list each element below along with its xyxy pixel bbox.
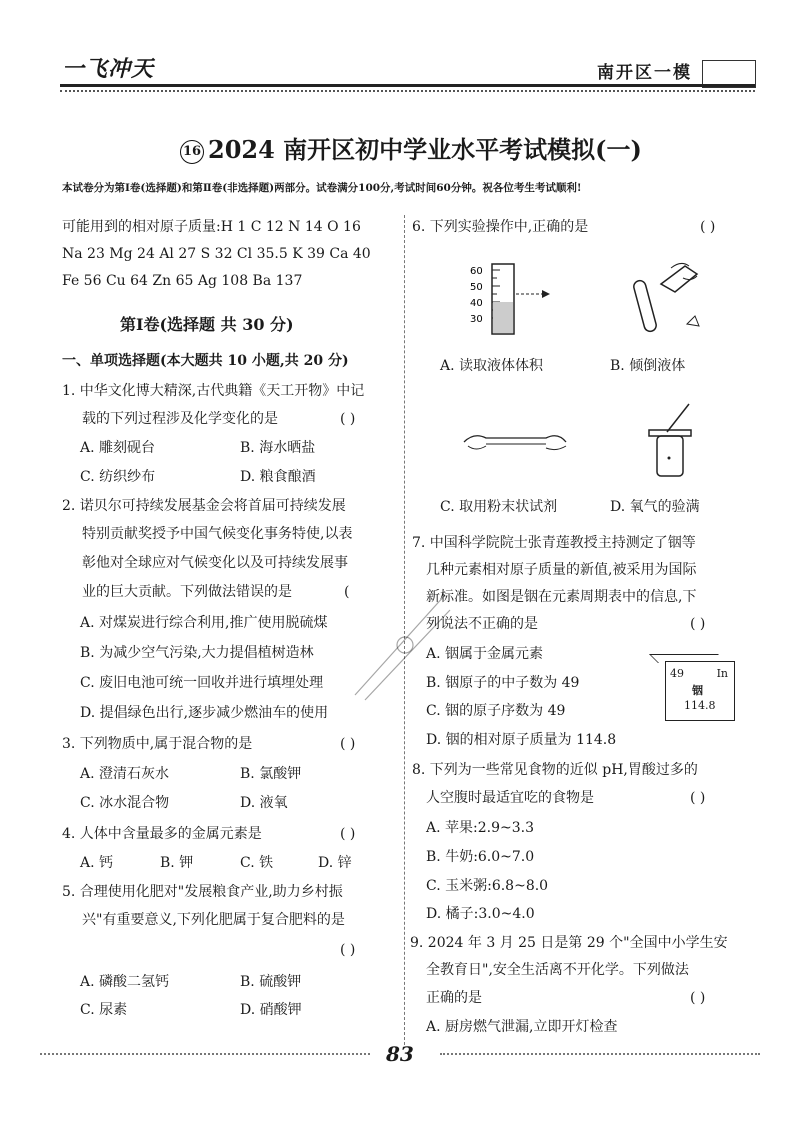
q2-option-a: A. 对煤炭进行综合利用,推广使用脱硫煤 — [80, 615, 328, 631]
q6-answer-paren[interactable]: ( ) — [700, 219, 716, 235]
q5-stem-line1: 5. 合理使用化肥对"发展粮食产业,助力乡村振 — [62, 884, 343, 900]
header-rule — [60, 84, 755, 87]
q1-option-b: B. 海水晒盐 — [240, 440, 316, 456]
q2-stem-line1: 2. 诺贝尔可持续发展基金会将首届可持续发展 — [62, 498, 346, 514]
region-label: 南开区一模 — [597, 63, 692, 83]
q4-stem-line1: 4. 人体中含量最多的金属元素是 — [62, 826, 262, 842]
element-atomic-mass: 114.8 — [684, 699, 716, 712]
q1-option-d: D. 粮食酿酒 — [240, 469, 316, 485]
q6-option-d: D. 氧气的验满 — [610, 499, 700, 515]
q3-option-c: C. 冰水混合物 — [80, 795, 170, 811]
q5-option-d: D. 硝酸钾 — [240, 1002, 302, 1018]
q6-option-b: B. 倾倒液体 — [610, 358, 686, 374]
q5-option-b: B. 硫酸钾 — [240, 974, 302, 990]
pouring-liquid-illustration — [625, 258, 715, 338]
part1-heading: 第Ⅰ卷(选择题 共 30 分) — [120, 315, 294, 334]
q2-option-c: C. 废旧电池可统一回收并进行填埋处理 — [80, 675, 324, 691]
q1-stem-line1: 1. 中华文化博大精深,古代典籍《天工开物》中记 — [62, 383, 365, 399]
q4-option-d: D. 锌 — [318, 855, 352, 871]
q8-option-b: B. 牛奶:6.0~7.0 — [426, 849, 535, 865]
q8-stem-line1: 8. 下列为一些常见食物的近似 pH,胃酸过多的 — [412, 762, 698, 778]
q4-answer-paren[interactable]: ( ) — [340, 826, 356, 842]
q8-answer-paren[interactable]: ( ) — [690, 790, 706, 806]
oxygen-test-illustration — [645, 402, 705, 482]
q5-option-c: C. 尿素 — [80, 1002, 128, 1018]
section1-heading: 一、单项选择题(本大题共 10 小题,共 20 分) — [62, 353, 349, 369]
q9-stem-line2: 全教育日",安全生活离不开化学。下列做法 — [426, 962, 689, 978]
q8-option-a: A. 苹果:2.9~3.3 — [426, 820, 534, 836]
q3-answer-paren[interactable]: ( ) — [340, 736, 356, 752]
exam-intro: 本试卷分为第Ⅰ卷(选择题)和第Ⅱ卷(非选择题)两部分。试卷满分100分,考试时间60分钟。祝各位考生考试顺利! — [62, 182, 582, 194]
element-name: 铟 — [692, 684, 703, 697]
q7-option-b: B. 铟原子的中子数为 49 — [426, 675, 580, 691]
q1-option-c: C. 纺织纱布 — [80, 469, 156, 485]
q4-option-a: A. 钙 — [80, 855, 114, 871]
q9-answer-paren[interactable]: ( ) — [690, 990, 706, 1006]
q4-option-c: C. 铁 — [240, 855, 274, 871]
indium-element-card — [665, 661, 735, 721]
graduated-cylinder-illustration — [470, 262, 560, 337]
q7-stem-line2: 几种元素相对原子质量的新值,被采用为国际 — [426, 562, 697, 578]
q9-option-a: A. 厨房燃气泄漏,立即开灯检查 — [426, 1019, 618, 1035]
header-dotted-rule — [60, 90, 755, 92]
q1-answer-paren[interactable]: ( ) — [340, 411, 356, 427]
q3-stem-line1: 3. 下列物质中,属于混合物的是 — [62, 736, 253, 752]
q7-answer-paren[interactable]: ( ) — [690, 616, 706, 632]
q2-answer-paren[interactable]: ( — [344, 584, 350, 600]
cylinder-tick-60: 60 — [470, 266, 483, 277]
page-number: 83 — [386, 1042, 414, 1066]
q7-option-d: D. 铟的相对原子质量为 114.8 — [426, 732, 617, 748]
q5-option-a: A. 磷酸二氢钙 — [80, 974, 170, 990]
atomic-masses-line1: 可能用到的相对原子质量:H 1 C 12 N 14 O 16 — [62, 219, 361, 235]
q2-stem-line3: 彰他对全球应对气候变化以及可持续发展事 — [82, 555, 348, 571]
element-symbol: In — [716, 667, 728, 680]
q1-option-a: A. 雕刻砚台 — [80, 440, 156, 456]
q1-stem-line2: 载的下列过程涉及化学变化的是 — [82, 411, 278, 427]
q7-option-c: C. 铟的原子序数为 49 — [426, 703, 566, 719]
q8-option-c: C. 玉米粥:6.8~8.0 — [426, 878, 549, 894]
q9-stem-line1: 9. 2024 年 3 月 25 日是第 29 个"全国中小学生安 — [410, 935, 728, 951]
q4-option-b: B. 钾 — [160, 855, 194, 871]
q2-option-b: B. 为减少空气污染,大力提倡植树造林 — [80, 645, 314, 661]
q2-stem-line2: 特别贡献奖授予中国气候变化事务特使,以表 — [82, 526, 353, 542]
q3-option-d: D. 液氧 — [240, 795, 288, 811]
brand-logo: 一飞冲天 — [62, 56, 155, 82]
cylinder-tick-50: 50 — [470, 282, 483, 293]
footer-dotted-rule-right — [440, 1053, 760, 1055]
watermark-decoration — [345, 585, 455, 705]
page-title — [180, 130, 642, 165]
q2-option-d: D. 提倡绿色出行,逐步减少燃油车的使用 — [80, 705, 329, 721]
q5-answer-paren[interactable]: ( ) — [340, 942, 356, 958]
q9-stem-line3: 正确的是 — [426, 990, 482, 1006]
q2-stem-line4: 业的巨大贡献。下列做法错误的是 — [82, 584, 292, 600]
q6-option-a: A. 读取液体体积 — [440, 358, 544, 374]
q3-option-a: A. 澄清石灰水 — [80, 766, 170, 782]
powder-reagent-illustration — [462, 420, 572, 460]
q6-option-c: C. 取用粉末状试剂 — [440, 499, 558, 515]
q8-stem-line2: 人空腹时最适宜吃的食物是 — [426, 790, 594, 806]
q3-option-b: B. 氯酸钾 — [240, 766, 302, 782]
q5-stem-line2: 兴"有重要意义,下列化肥属于复合肥料的是 — [82, 912, 345, 928]
q7-stem-line4: 列说法不正确的是 — [426, 616, 538, 632]
q8-option-d: D. 橘子:3.0~4.0 — [426, 906, 535, 922]
q7-stem-line3: 新标准。如图是铟在元素周期表中的信息,下 — [426, 589, 697, 605]
cylinder-tick-30: 30 — [470, 314, 483, 325]
atomic-masses-line2: Na 23 Mg 24 Al 27 S 32 Cl 35.5 K 39 Ca 40 — [62, 246, 371, 262]
q7-option-a: A. 铟属于金属元素 — [426, 646, 544, 662]
title-text: 2024 南开区初中学业水平考试模拟(一) — [208, 135, 642, 164]
cylinder-tick-40: 40 — [470, 298, 483, 309]
q6-stem-line1: 6. 下列实验操作中,正确的是 — [412, 219, 589, 235]
q7-stem-line1: 7. 中国科学院院士张青莲教授主持测定了铟等 — [412, 535, 696, 551]
footer-dotted-rule-left — [40, 1053, 370, 1055]
atomic-masses-line3: Fe 56 Cu 64 Zn 65 Ag 108 Ba 137 — [62, 273, 303, 289]
element-atomic-number: 49 — [670, 667, 684, 680]
title-number-badge: 16 — [180, 140, 204, 164]
